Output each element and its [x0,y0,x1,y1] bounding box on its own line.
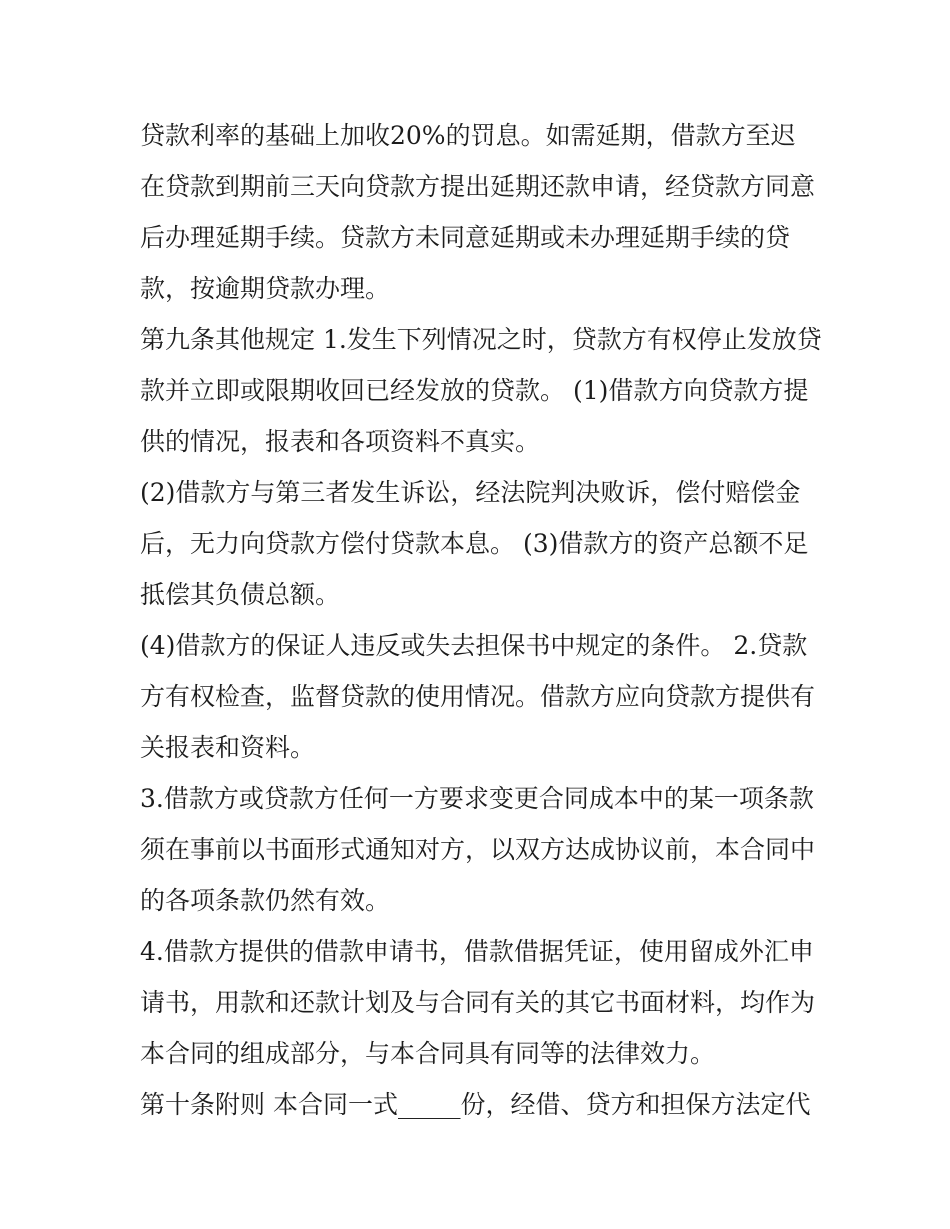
paragraph-clause-4 [140,926,820,1079]
text-line: 在贷款到期前三天向贷款方提出延期还款申请，经贷款方同意 [140,172,816,201]
text-line: 款并立即或限期收回已经发放的贷款。 (1)借款方向贷款方提 [140,376,809,405]
paragraph-clause-3 [140,773,820,926]
text-line: 关报表和资料。 [140,733,316,762]
text-line: 供的情况，报表和各项资料不真实。 [140,427,541,456]
text-line: 4.借款方提供的借款申请书，借款借据凭证，使用留成外汇申 [140,937,814,966]
text-line: 抵偿其负债总额。 [140,580,341,609]
text-line: 3.借款方或贷款方任何一方要求变更合同成本中的某一项条款 [140,784,814,813]
paragraph-article-10 [140,1079,820,1130]
text-line: 的各项条款仍然有效。 [140,886,391,915]
text-line: 请书，用款和还款计划及与合同有关的其它书面材料，均作为 [140,988,816,1017]
text-line: 第十条附则 本合同一式_____份，经借、贷方和担保方法定代 [140,1090,811,1119]
text-line: (2)借款方与第三者发生诉讼，经法院判决败诉，偿付赔偿金 [140,478,801,507]
text-line: 贷款利率的基础上加收20%的罚息。如需延期，借款方至迟 [140,121,796,150]
paragraph-late-repayment [140,110,820,314]
paragraph-item-2 [140,467,820,620]
document-body [140,110,820,1130]
text-line: 后办理延期手续。贷款方未同意延期或未办理延期手续的贷 [140,223,791,252]
text-line: 第九条其他规定 1.发生下列情况之时，贷款方有权停止发放贷 [140,325,822,354]
paragraph-item-4 [140,620,820,773]
text-line: (4)借款方的保证人违反或失去担保书中规定的条件。 2.贷款 [140,631,808,660]
text-line: 本合同的组成部分，与本合同具有同等的法律效力。 [140,1039,716,1068]
text-line: 方有权检查，监督贷款的使用情况。借款方应向贷款方提供有 [140,682,816,711]
text-line: 款，按逾期贷款办理。 [140,274,391,303]
paragraph-article-9 [140,314,820,467]
text-line: 须在事前以书面形式通知对方，以双方达成协议前，本合同中 [140,835,816,864]
text-line: 后，无力向贷款方偿付贷款本息。 (3)借款方的资产总额不足 [140,529,809,558]
